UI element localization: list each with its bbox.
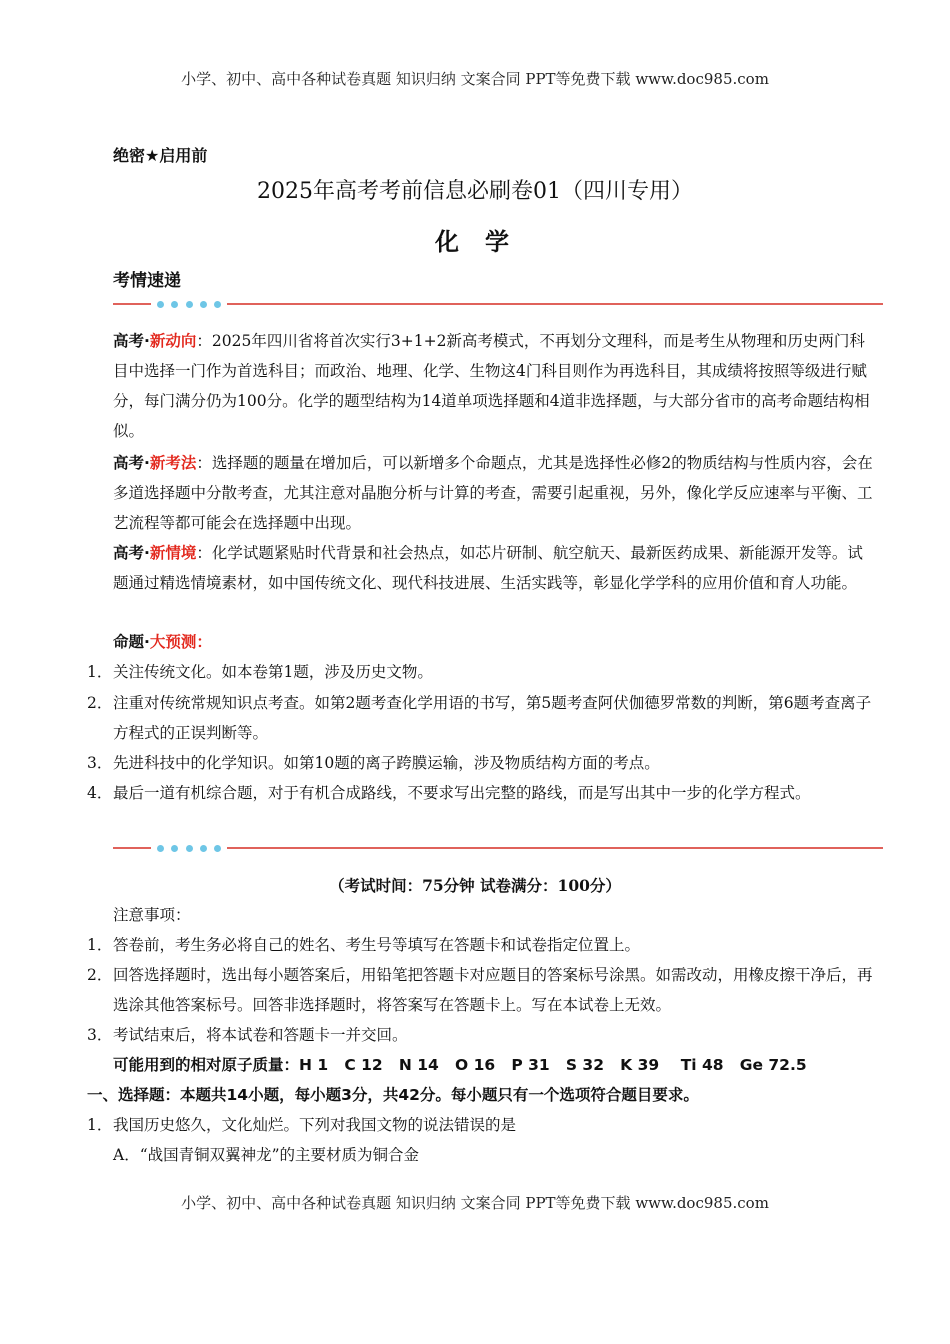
prediction-item: 2． 注重对传统常规知识点考查。如第2题考查化学用语的书写，第5题考查阿伏伽德罗常数的判断，第6题考查离子方程式的正误判断等。 [87, 694, 872, 742]
exam-info: （考试时间：75分钟 试卷满分：100分） [329, 876, 621, 895]
section-heading: 考情速递 [113, 271, 181, 291]
question-1-option-a: A．“战国青铜双翼神龙”的主要材质为铜合金 [113, 1146, 420, 1164]
atomic-masses: 可能用到的相对原子质量：H 1 C 12 N 14 O 16 P 31 S 32 K 39 Ti 48 Ge 72.5 [113, 1056, 807, 1074]
page-footer: 小学、初中、高中各种试卷真题 知识归纳 文案合同 PPT等免费下载 www.doc985.com [181, 1194, 769, 1212]
notice-item: 2． 回答选择题时，选出每小题答案后，用铅笔把答题卡对应题目的答案标号涂黑。如需改动，用橡皮擦干净后，再选涂其他答案标号。回答非选择题时，将答案写在答题卡上。写在本试卷上无效。 [87, 966, 873, 1014]
question-1: 1． 我国历史悠久，文化灿烂。下列对我国文物的说法错误的是 [87, 1116, 517, 1134]
notice-item: 3． 考试结束后，将本试卷和答题卡一并交回。 [87, 1026, 408, 1044]
notice-item: 1． 答卷前，考生务必将自己的姓名、考生号等填写在答题卡和试卷指定位置上。 [87, 936, 641, 954]
prediction-item: 3． 先进科技中的化学知识。如第10题的离子跨膜运输，涉及物质结构方面的考点。 [87, 754, 660, 772]
page-header: 小学、初中、高中各种试卷真题 知识归纳 文案合同 PPT等免费下载 www.doc985.com [181, 70, 769, 88]
exam-title: 2025年高考考前信息必刷卷01（四川专用） [257, 179, 693, 204]
decorative-divider-top [113, 297, 883, 311]
subject-title: 化学 [435, 227, 535, 256]
prediction-item: 4． 最后一道有机综合题，对于有机合成路线，不要求写出完整的路线，而是写出其中一步的化学方程式。 [87, 784, 811, 802]
part-one-heading: 一、选择题：本题共14小题，每小题3分，共42分。每小题只有一个选项符合题目要求。 [87, 1086, 699, 1104]
prediction-item: 1． 关注传统文化。如本卷第1题，涉及历史文物。 [87, 663, 433, 681]
decorative-divider-bottom [113, 841, 883, 855]
trend-paragraph-new-direction: 高考·新动向：2025年四川省将首次实行3+1+2新高考模式，不再划分文理科，而是考生从物理和历史两门科目中选择一门作为首选科目；而政治、地理、化学、生物这4门科目则作为再选科目，其成绩将按照等级进行赋分，每门满分仍为100分。化学的题型结构为14道单项选择题和4道非选择题，与大部分省市的高考命题结构相似。 [113, 332, 870, 440]
secret-label: 绝密★启用前 [113, 146, 208, 165]
trend-paragraph-new-method: 高考·新考法：选择题的题量在增加后，可以新增多个命题点，尤其是选择性必修2的物质结构与性质内容，会在多道选择题中分散考查，尤其注意对晶胞分析与计算的考查，需要引起重视，另外，像化学反应速率与平衡、工艺流程等都可能会在选择题中出现。 [113, 454, 873, 532]
notice-heading: 注意事项： [113, 906, 191, 924]
trend-paragraph-new-context: 高考·新情境：化学试题紧贴时代背景和社会热点，如芯片研制、航空航天、最新医药成果、新能源开发等。试题通过精选情境素材，如中国传统文化、现代科技进展、生活实践等，彰显化学学科的应用价值和育人功能。 [113, 544, 863, 592]
prediction-heading: 命题·大预测： [113, 633, 212, 651]
